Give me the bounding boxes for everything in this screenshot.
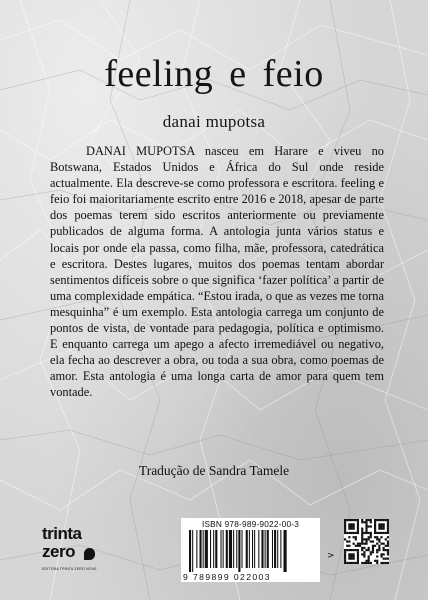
qr-code-icon (344, 519, 389, 564)
barcode-bars-icon (189, 530, 313, 572)
isbn-barcode (181, 518, 320, 582)
ean-digits: 9 789899 022003 (183, 572, 271, 582)
logo-line-1: trinta (42, 524, 82, 543)
blurb-text: DANAI MUPOTSA nasceu em Harare e viveu no Botswana, Estados Unidos e África do Sul onde reside actualmente. Ela descreve-se como professora e escritora. feeling e feio foi maioritariamente escrito entre 2016 e 2018, apesar de parte dos poemas terem sido escritos anteriormente ou previamente publicados de alguma forma. A antologia junta vários status e locais por onde ela passa, como filha, mãe, professora, catedrática e escritora. Destes lugares, muitos dos poemas tentam abordar sentimentos difíceis sobre o que significa ‘fazer política’ a partir de uma complexidade empática. “Estou irada, o que as vezes me torna mesquinha” é um exemplo. Esta antologia carrega um conjunto de pontos de vista, de vontade para pedagogia, política e optimismo. E enquanto carrega um apego a afecto irremediável ou negativo, ela fecha ao descrever a obra, ou toda a sua obra, como poemas de amor. Esta antologia é uma longa carta de amor para quem tem vontade. (50, 144, 384, 400)
barcode-arrow: > (327, 551, 335, 561)
author-name: danai mupotsa (162, 112, 266, 131)
back-cover-blurb (50, 143, 384, 401)
book-title: feeling e feio (104, 53, 324, 95)
publisher-logo (40, 518, 96, 576)
logo-line-2: zero (42, 542, 75, 561)
logo-tagline: EDITORA TRINTA ZERO NOVE (42, 567, 97, 571)
logo-mark-icon (84, 548, 95, 560)
translation-credit: Tradução de Sandra Tamele (138, 463, 290, 478)
isbn-number: ISBN 978-989-9022-00-3 (201, 519, 300, 529)
